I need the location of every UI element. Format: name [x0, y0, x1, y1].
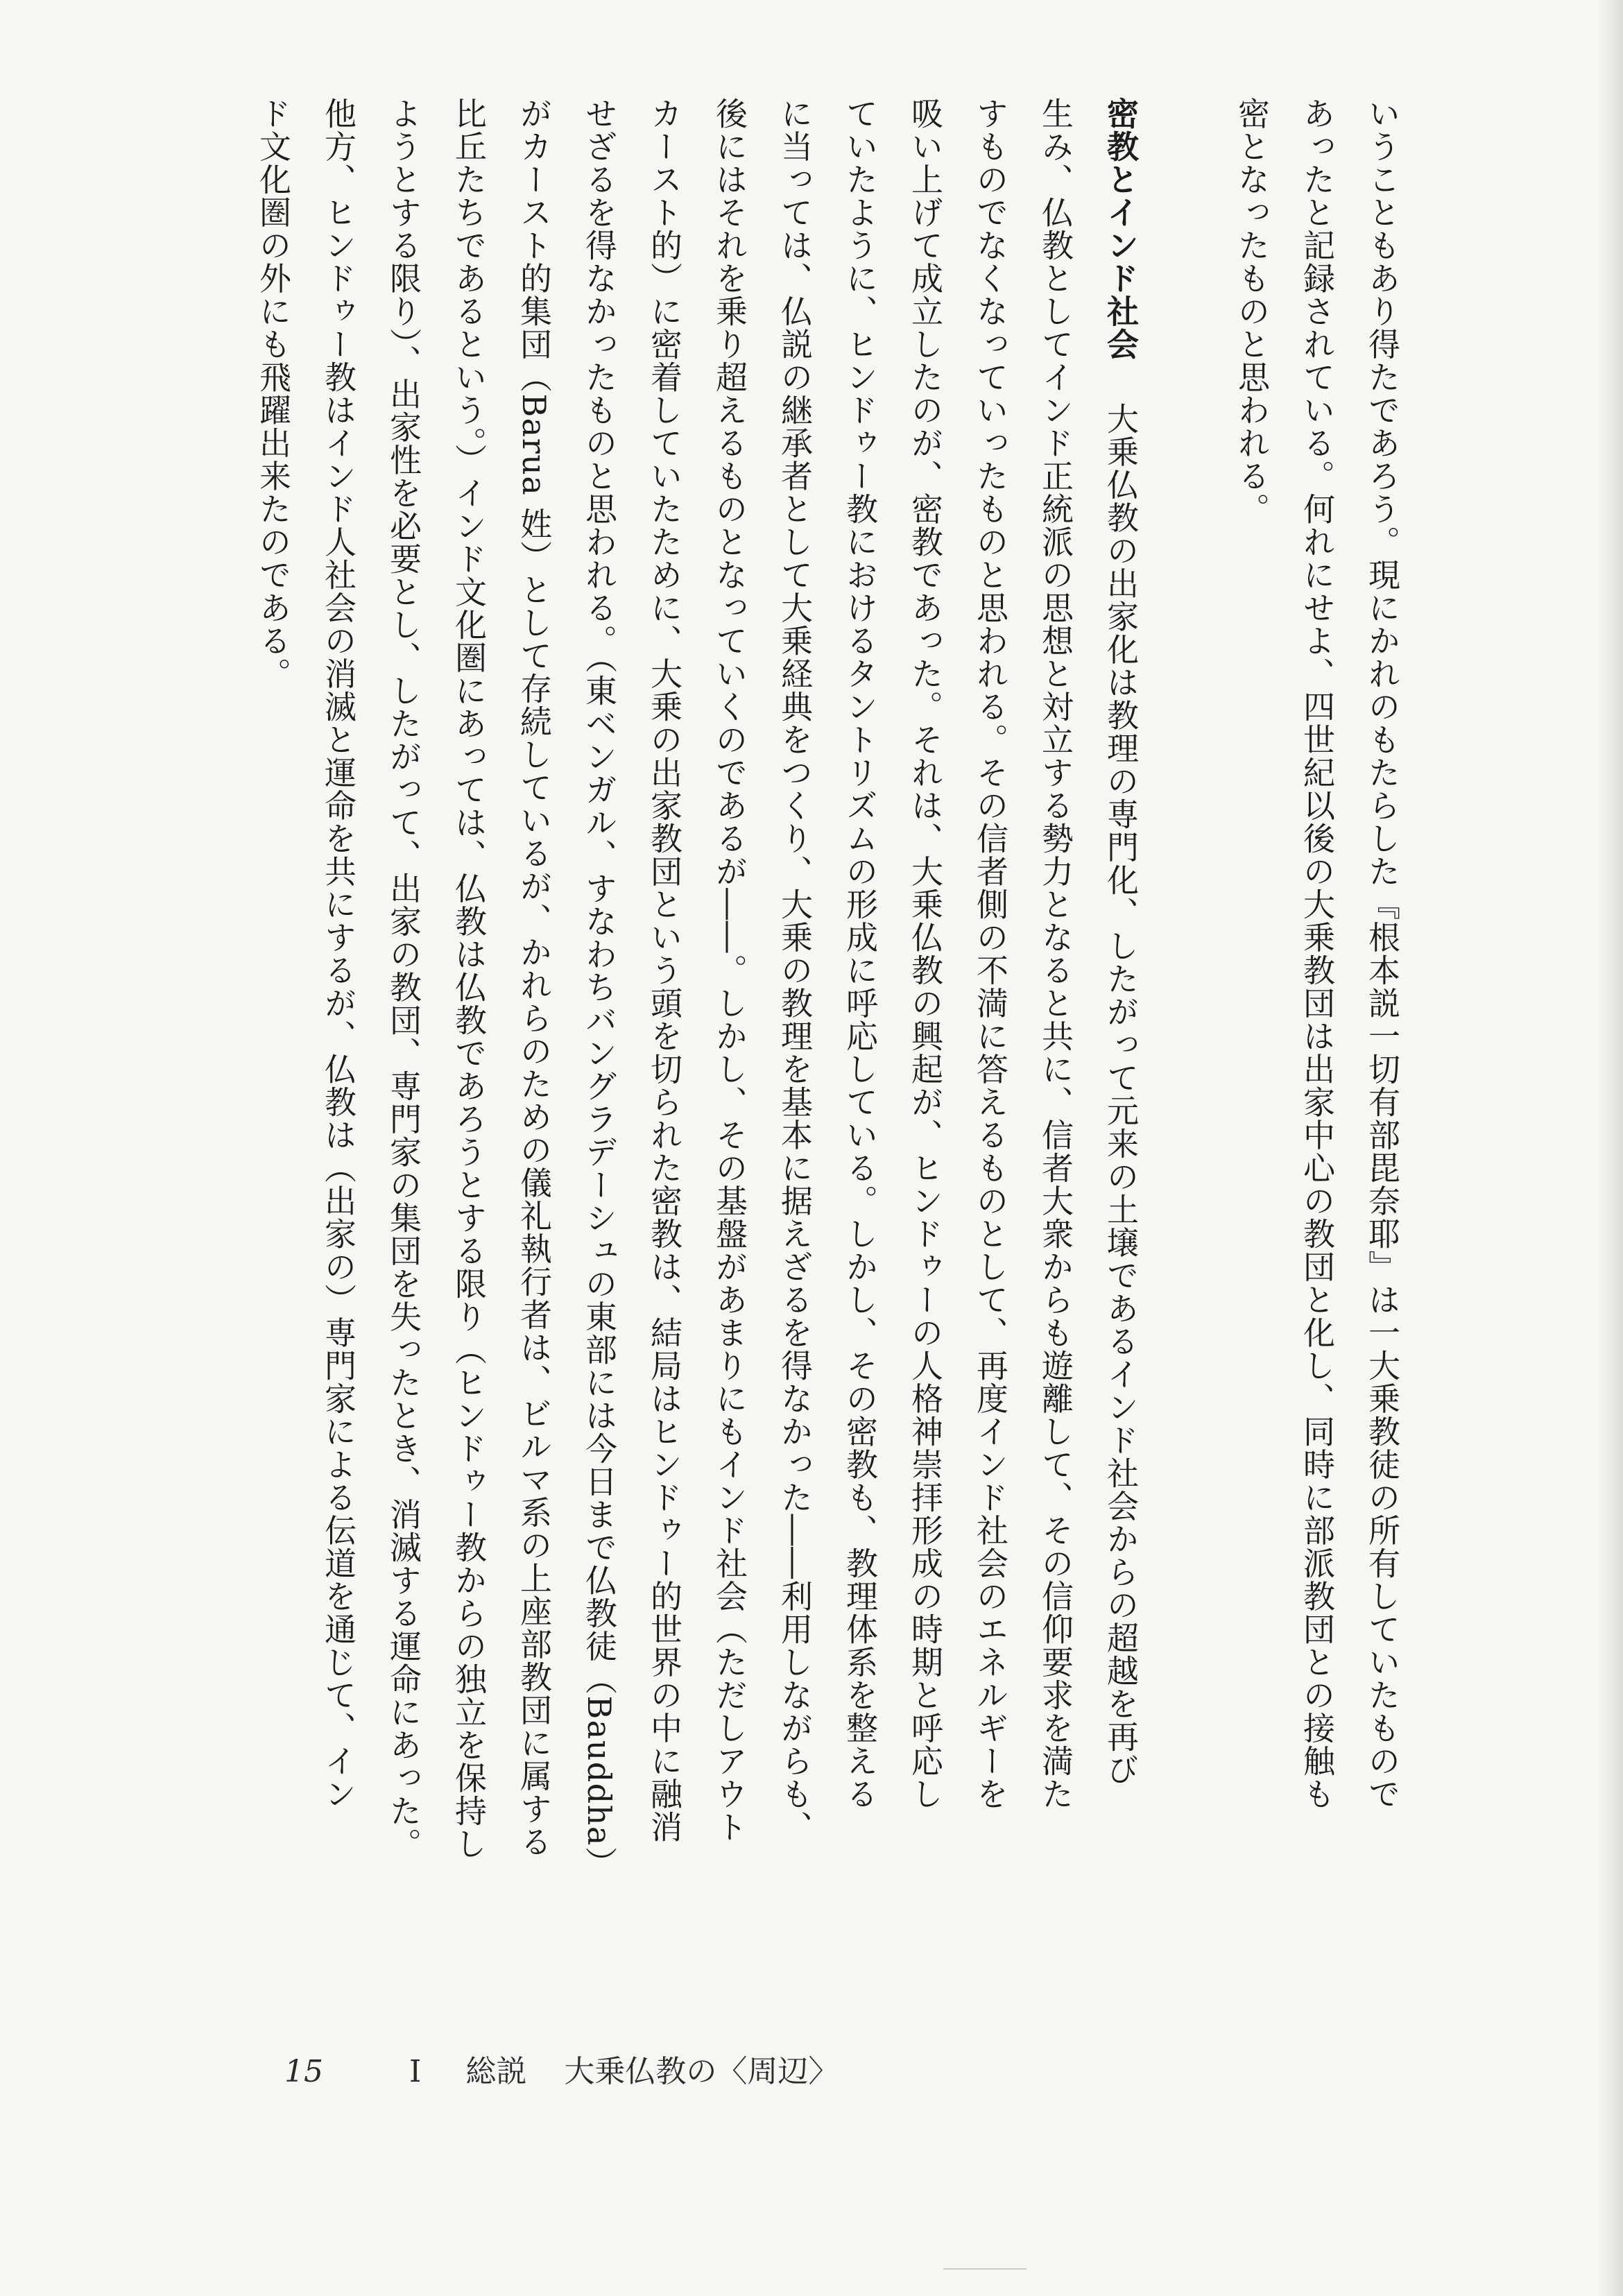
text-line: 他方、ヒンドゥー教はインド人社会の消滅と運命を共にするが、仏教は（出家の）専門家による伝道を通じて、イン	[320, 97, 357, 1810]
page-footer	[284, 2046, 839, 2091]
section-first-line-text: 大乗仏教の出家化は教理の専門化、したがって元来の土壌であるインド社会からの超越を再び	[1102, 402, 1140, 1786]
section-first-line	[1088, 97, 1153, 1970]
text-line: あったと記録されている。何れにせよ、四世紀以後の大乗教団は出家中心の教団と化し、同時に部派教団との接触も	[1298, 97, 1336, 1810]
text-line: ていたように、ヒンドゥー教におけるタントリズムの形成に呼応している。しかし、その密教も、教理体系を整える	[841, 97, 879, 1810]
text-line: 比丘たちであるという。）インド文化圏にあっては、仏教は仏教であろうとする限り（ヒンドゥー教からの独立を保持し	[450, 97, 488, 1860]
text-line: 生み、仏教としてインド正統派の思想と対立する勢力となると共に、信者大衆からも遊離して、その信仰要求を満た	[1037, 97, 1074, 1810]
part-number: I	[409, 2054, 422, 2089]
text-line: ド文化圏の外にも飛躍出来たのである。	[255, 97, 292, 690]
text-line: 後にはそれを乗り超えるものとなっていくのであるが――。しかし、その基盤があまりにもインド社会（ただしアウト	[711, 97, 748, 1844]
page-number: 15	[284, 2054, 323, 2089]
vertical-text-block	[132, 97, 1415, 1970]
section-heading: 密教とインド社会	[1102, 97, 1140, 361]
paragraph-gap	[1153, 97, 1219, 1970]
section-title: 総説	[465, 2054, 527, 2089]
text-line: すものでなくなっていったものと思われる。その信者側の不満に答えるものとして、再度インド社会のエネルギーを	[972, 97, 1009, 1810]
text-line: に当っては、仏説の継承者として大乗経典をつくり、大乗の教理を基本に据えざるを得なかった――利用しながらも、	[776, 97, 814, 1844]
text-line: ようとする限り）、出家性を必要とし、したがって、出家の教団、専門家の集団を失ったとき、消滅する運命にあった。	[385, 97, 422, 1860]
scan-artifact	[943, 2268, 1027, 2270]
text-line: 密となったものと思われる。	[1233, 97, 1271, 526]
text-line: いうこともあり得たであろう。現にかれのもたらした『根本説一切有部毘奈耶』は一大乗教徒の所有していたもので	[1364, 97, 1401, 1810]
chapter-title: 大乗仏教の〈周辺〉	[564, 2054, 839, 2089]
scan-edge-shadow	[1595, 0, 1623, 2296]
text-line: せざるを得なかったものと思われる。（東ベンガル、すなわちバングラデーシュの東部には今日まで仏教徒（Bauddha）	[581, 97, 618, 1880]
text-line: がカースト的集団（Barua 姓）として存続しているが、かれらのための儀礼執行者は、ビルマ系の上座部教団に属する	[515, 97, 553, 1858]
text-line: カースト的）に密着していたために、大乗の出家教団という頭を切られた密教は、結局はヒンドゥー的世界の中に融消	[646, 97, 683, 1844]
text-line: 吸い上げて成立したのが、密教であった。それは、大乗仏教の興起が、ヒンドゥーの人格神崇拝形成の時期と呼応し	[907, 97, 944, 1810]
